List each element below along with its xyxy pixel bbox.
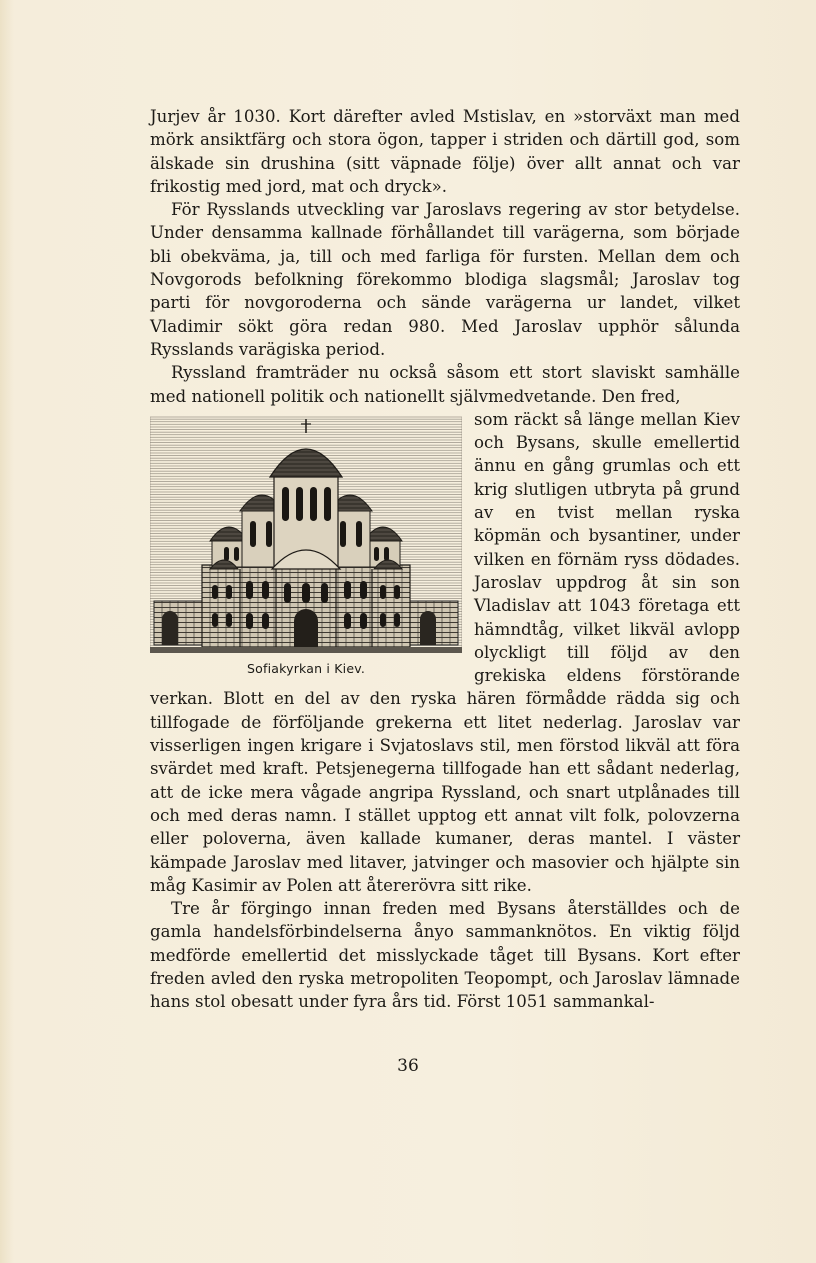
- paragraph: För Rysslands utveckling var Jaroslavs regering av stor betydelse. Under densamma kallnade förhållandet till varägerna, som började bli obekväma, ja, till och med farliga för fursten. Mellan dem och Novgorods befolkning förekommo blodiga slagsmål; Jaroslav tog parti för novgoroderna och sände varägerna ur landet, vilket Vladimir sökt göra redan 980. Med Jaroslav upphör sålunda Rysslands varägiska period.: [150, 200, 740, 359]
- paragraph: som räckt så länge mellan Kiev och Bysans, skulle emellertid ännu en gång grumlas och ett krig slutligen utbryta på grund av en tvist mellan ryska köpmän och bysantiner, under vilken en förnäm ryss dödades. Jaroslav uppdrog åt sin son Vladislav att 1043 företaga ett hämndtåg, vilket likväl avlopp olyckligt till följd av den grekiska eldens förstörande verkan. Blott en del av den ryska hären förmådde rädda sig och tillfogade de förföljande grekerna ett litet nederlag. Jaroslav var visserligen ingen krigare i Svjatoslavs stil, men förstod likväl att föra svärdet med kraft. Petsjenegerna tillfogade han ett sådant nederlag, att de icke mera vågade angripa Ryssland, och snart utplånades till och med deras namn. I stället upptog ett annat vilt folk, polovzerna eller poloverna, även kallade kumaner, deras mantel. I väster kämpade Jaroslav med litaver, jatvinger och masovier och hjälpte sin måg Kasimir av Polen att återerövra sitt rike.: [150, 409, 740, 895]
- page-number: 36: [397, 1056, 419, 1076]
- paragraph: Tre år förgingo innan freden med Bysans återställdes och de gamla handelsförbindelserna ånyo sammanknötos. En viktig följd medförde emellertid det misslyckade tåget till Bysans. Kort efter freden avled den ryska metropoliten Teopompt, och Jaroslav lämnade hans stol obesatt under fyra års tid. Först 1051 sammankal-: [150, 899, 740, 1012]
- paragraph: Ryssland framträder nu också såsom ett stort slaviskt samhälle med nationell politik och nationellt självmedvetande. Den fred,: [150, 363, 740, 406]
- cathedral-engraving: [150, 413, 462, 653]
- figure-caption: Sofiakyrkan i Kiev.: [246, 660, 366, 676]
- paragraph: Jurjev år 1030. Kort därefter avled Mstislav, en »storväxt man med mörk ansiktfärg och stora ögon, tapper i striden och därtill god, som älskade sin drushina (sitt väpnade följe) över allt annat och var frikostig med jord, mat och dryck».: [150, 107, 740, 196]
- body-text: [150, 105, 740, 1014]
- figure-sofia-cathedral: [150, 413, 462, 677]
